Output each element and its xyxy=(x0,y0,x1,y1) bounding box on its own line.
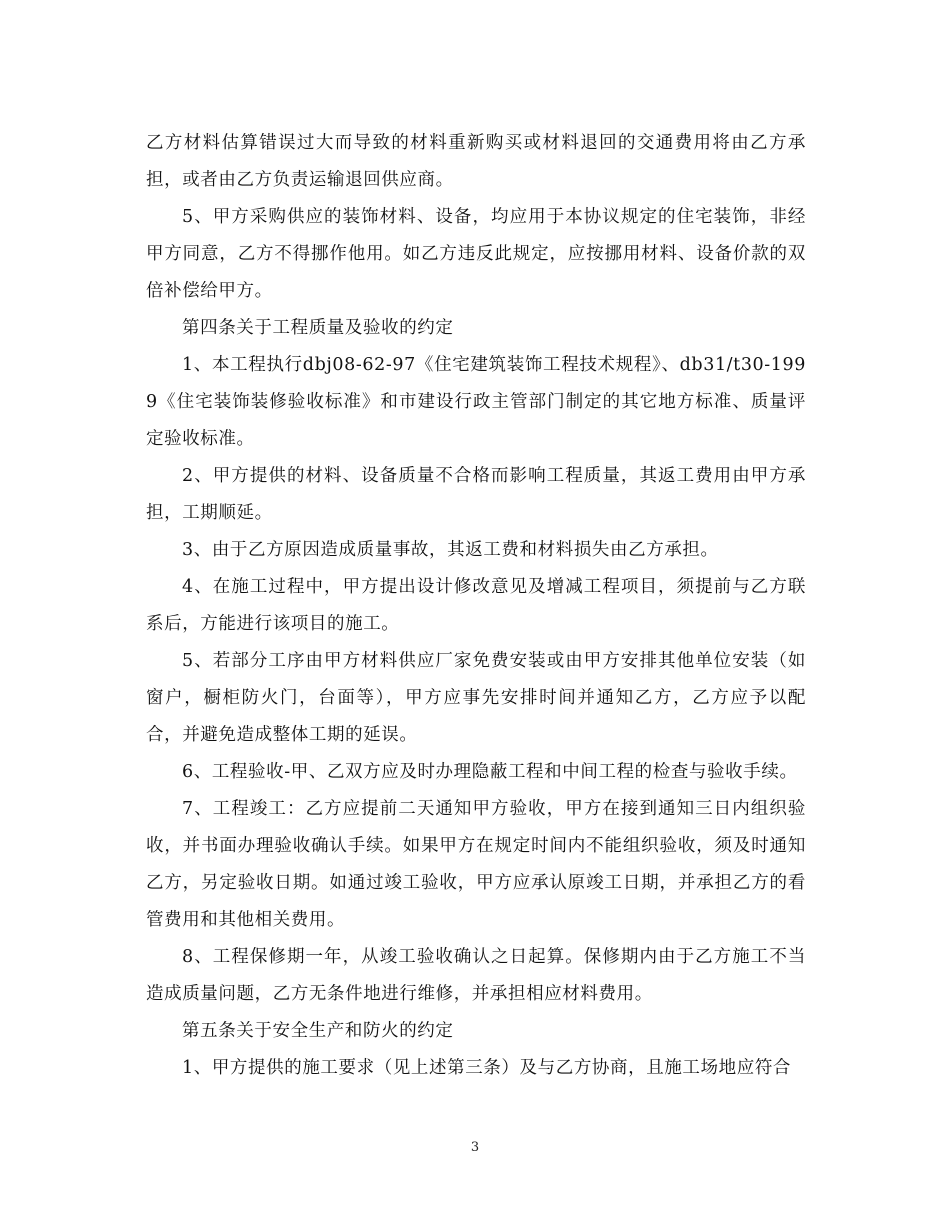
paragraph: 5、若部分工序由甲方材料供应厂家免费安装或由甲方安排其他单位安装（如窗户，橱柜防火门，台面等），甲方应事先安排时间并通知乙方，乙方应予以配合，并避免造成整体工期的延误。 xyxy=(146,651,806,745)
paragraph: 3、由于乙方原因造成质量事故，其返工费和材料损失由乙方承担。 xyxy=(182,540,719,560)
paragraph: 乙方材料估算错误过大而导致的材料重新购买或材料退回的交通费用将由乙方承担，或者由乙方负责运输退回供应商。 xyxy=(146,133,806,190)
section-heading: 第四条关于工程质量及验收的约定 xyxy=(182,318,454,338)
paragraph: 2、甲方提供的材料、设备质量不合格而影响工程质量，其返工费用由甲方承担，工期顺延。 xyxy=(146,466,806,523)
page-number: 3 xyxy=(470,1140,480,1155)
paragraph: 5、甲方采购供应的装饰材料、设备，均应用于本协议规定的住宅装饰，非经甲方同意，乙方不得挪作他用。如乙方违反此规定，应按挪用材料、设备价款的双倍补偿给甲方。 xyxy=(146,207,806,301)
paragraph: 7、工程竣工：乙方应提前二天通知甲方验收，甲方在接到通知三日内组织验收，并书面办理验收确认手续。如果甲方在规定时间内不能组织验收，须及时通知乙方，另定验收日期。如通过竣工验收，甲方应承认原竣工日期，并承担乙方的看管费用和其他相关费用。 xyxy=(146,799,806,930)
document-body xyxy=(146,125,806,1087)
section-heading: 第五条关于安全生产和防火的约定 xyxy=(182,1021,454,1041)
paragraph: 4、在施工过程中，甲方提出设计修改意见及增减工程项目，须提前与乙方联系后，方能进行该项目的施工。 xyxy=(146,577,806,634)
paragraph: 1、本工程执行dbj08-62-97《住宅建筑装饰工程技术规程》、db31/t30-1999《住宅装饰装修验收标准》和市建设行政主管部门制定的其它地方标准、质量评定验收标准。 xyxy=(146,355,806,449)
paragraph: 8、工程保修期一年，从竣工验收确认之日起算。保修期内由于乙方施工不当造成质量问题，乙方无条件地进行维修，并承担相应材料费用。 xyxy=(146,947,806,1004)
paragraph: 1、甲方提供的施工要求（见上述第三条）及与乙方协商，且施工场地应符合 xyxy=(182,1058,792,1078)
paragraph: 6、工程验收-甲、乙双方应及时办理隐蔽工程和中间工程的检查与验收手续。 xyxy=(182,762,798,782)
